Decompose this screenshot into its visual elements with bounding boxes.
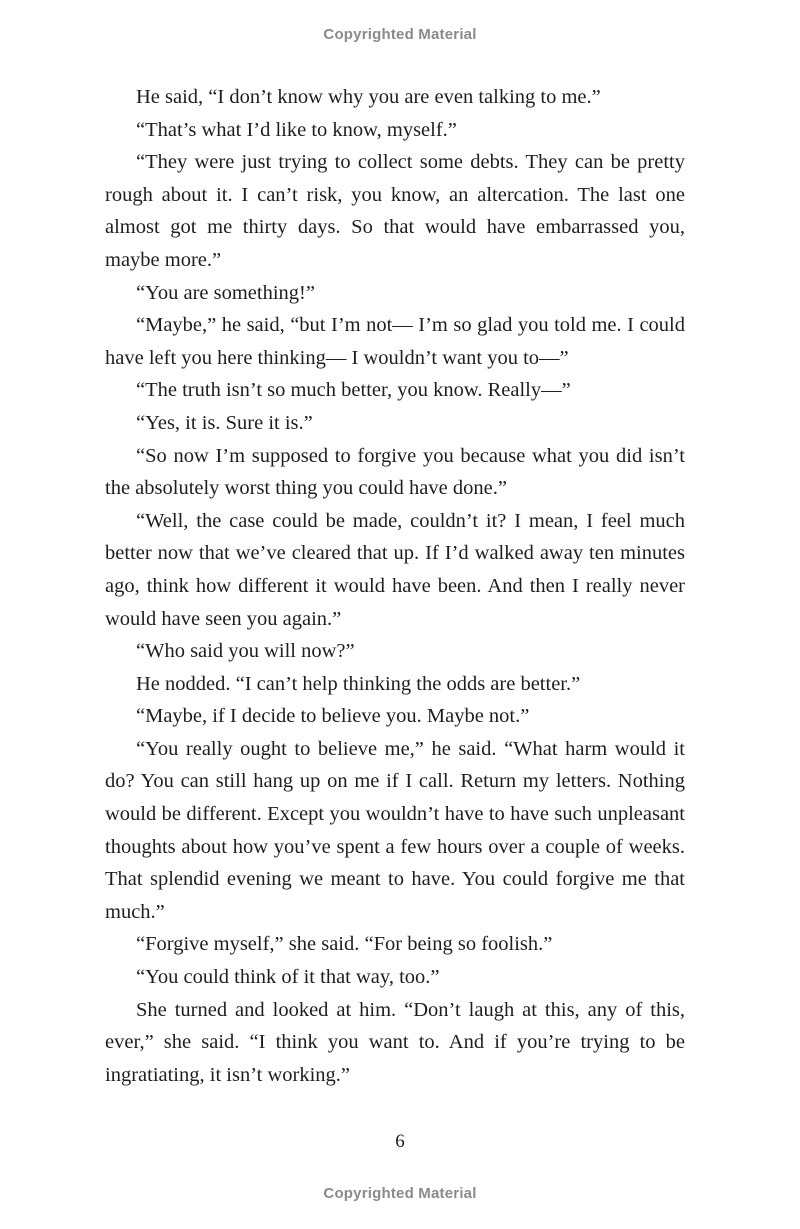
paragraph: “Who said you will now?” [136,640,355,663]
copyright-watermark-top: Copyrighted Material [323,26,477,43]
paragraph: She turned and looked at him. “Don’t laugh at this, any of this, ever,” she said. “I think you want to. And if you’re trying to be ingratiating, it isn’t working.” [105,998,685,1086]
paragraph: He nodded. “I can’t help thinking the odds are better.” [136,672,581,695]
paragraph: “They were just trying to collect some debts. They can be pretty rough about it. I can’t risk, you know, an altercation. The last one almost got me thirty days. So that would have embarrassed you, maybe more.” [105,151,685,271]
page-body-text [105,81,685,1091]
paragraph: “You are something!” [136,281,315,304]
paragraph: “That’s what I’d like to know, myself.” [136,118,457,141]
paragraph: He said, “I don’t know why you are even talking to me.” [136,86,601,108]
page-number: 6 [395,1131,405,1152]
paragraph: “Yes, it is. Sure it is.” [136,411,313,434]
paragraph: “The truth isn’t so much better, you know. Really—” [136,379,571,402]
paragraph: “You could think of it that way, too.” [136,966,440,989]
paragraph: “Maybe, if I decide to believe you. Maybe not.” [136,705,530,728]
copyright-watermark-bottom: Copyrighted Material [323,1185,477,1202]
paragraph: “Maybe,” he said, “but I’m not— I’m so glad you told me. I could have left you here thinking— I wouldn’t want you to—” [105,314,685,369]
paragraph: “Well, the case could be made, couldn’t it? I mean, I feel much better now that we’ve cleared that up. If I’d walked away ten minutes ago, think how different it would have been. And then I really never would have seen you again.” [105,509,685,630]
paragraph: “Forgive myself,” she said. “For being so foolish.” [136,933,553,956]
paragraph: “So now I’m supposed to forgive you because what you did isn’t the absolutely worst thing you could have done.” [105,444,685,500]
paragraph: “You really ought to believe me,” he said. “What harm would it do? You can still hang up on me if I call. Return my letters. Nothing would be different. Except you wouldn’t have to have such unpleasant thoughts about how you’ve spent a few hours over a couple of weeks. That splendid evening we meant to have. You could forgive me that much.” [105,737,685,923]
